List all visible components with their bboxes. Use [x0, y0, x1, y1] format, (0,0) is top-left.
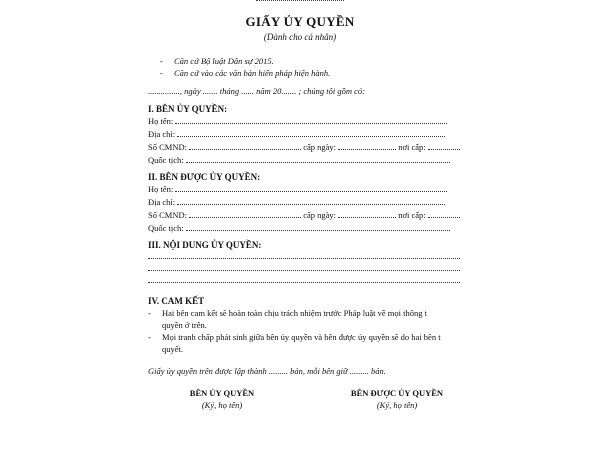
principal-nationality-row: Quốc tịch: — [148, 154, 460, 166]
closing-statement: Giấy ủy quyền trên được lập thành ......... bản, mỗi bên giữ ......... bản. — [148, 366, 386, 376]
content-line[interactable] — [148, 270, 460, 272]
principal-name-field[interactable] — [175, 115, 447, 124]
commitment-item: - Hai bên cam kết sẽ hoàn toàn chịu trách nhiệm trước Pháp luật về mọi thông t quyền ở trên. — [148, 308, 427, 330]
principal-address-field[interactable] — [177, 128, 445, 137]
agent-signature-block — [337, 388, 457, 410]
agent-id-field[interactable] — [189, 209, 301, 218]
principal-signature-title: BÊN ỦY QUYỀN — [189, 388, 255, 398]
principal-issue-place-field[interactable] — [428, 141, 460, 150]
legal-basis-item: - Căn cứ vào các văn bản hiến pháp hiện hành. — [160, 68, 331, 78]
commitment-item: - Mọi tranh chấp phát sinh giữa bên ủy quyền và bên được ủy quyền sẽ do hai bên t quyết. — [148, 332, 441, 354]
content-line[interactable] — [148, 258, 460, 260]
agent-address-field[interactable] — [177, 196, 445, 205]
header-divider — [256, 0, 344, 3]
section-agent-heading: II. BÊN ĐƯỢC ỦY QUYỀN: — [148, 172, 261, 182]
principal-signature-note: (Ký, họ tên) — [201, 400, 243, 410]
document-subtitle: (Dành cho cá nhân) — [263, 32, 337, 42]
agent-name-field[interactable] — [175, 183, 447, 192]
section-principal-heading: I. BÊN ỦY QUYỀN: — [148, 104, 228, 114]
agent-name-row: Họ tên: — [148, 183, 460, 195]
principal-nationality-field[interactable] — [186, 154, 450, 163]
document-title: GIẤY ỦY QUYỀN — [245, 14, 355, 29]
principal-issue-date-field[interactable] — [338, 141, 396, 150]
section-content-heading: III. NỘI DUNG ỦY QUYỀN: — [148, 240, 262, 250]
legal-basis-item: - Căn cứ Bộ luật Dân sự 2015. — [160, 56, 274, 66]
agent-nationality-field[interactable] — [186, 222, 450, 231]
principal-signature-block — [162, 388, 282, 410]
agent-issue-date-field[interactable] — [338, 209, 396, 218]
date-line: ..............., ngày ....... tháng ...... năm 20....... ; chúng tôi gồm có: — [148, 86, 365, 96]
content-line[interactable] — [148, 282, 460, 284]
principal-name-row: Họ tên: — [148, 115, 460, 127]
agent-issue-place-field[interactable] — [428, 209, 460, 218]
principal-address-row: Địa chỉ: — [148, 128, 460, 140]
agent-id-row: Số CMND: cấp ngày: nơi cấp: — [148, 209, 460, 221]
agent-nationality-row: Quốc tịch: — [148, 222, 460, 234]
agent-address-row: Địa chỉ: — [148, 196, 460, 208]
agent-signature-title: BÊN ĐƯỢC ỦY QUYỀN — [350, 388, 444, 398]
section-commitment-heading: IV. CAM KẾT — [148, 296, 205, 306]
principal-id-row: Số CMND: cấp ngày: nơi cấp: — [148, 141, 460, 153]
principal-id-field[interactable] — [189, 141, 301, 150]
agent-signature-note: (Ký, họ tên) — [376, 400, 418, 410]
